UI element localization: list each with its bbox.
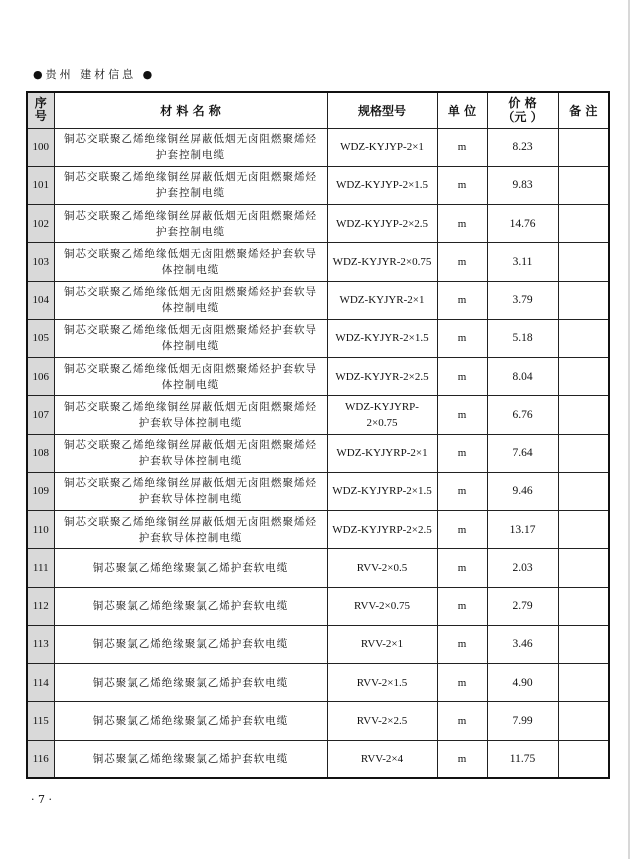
row-remark xyxy=(558,740,609,778)
row-price: 14.76 xyxy=(487,205,558,243)
row-seq: 100 xyxy=(27,128,54,166)
row-remark xyxy=(558,396,609,434)
row-seq: 110 xyxy=(27,511,54,549)
row-price: 13.17 xyxy=(487,511,558,549)
price-table xyxy=(26,91,610,779)
row-material-name: 铜芯交联聚乙烯绝缘铜丝屏蔽低烟无卤阻燃聚烯烃护套控制电缆 xyxy=(54,166,327,204)
row-material-name: 铜芯交联聚乙烯绝缘铜丝屏蔽低烟无卤阻燃聚烯烃护套软导体控制电缆 xyxy=(54,434,327,472)
row-material-name: 铜芯聚氯乙烯绝缘聚氯乙烯护套软电缆 xyxy=(54,625,327,663)
table-row xyxy=(27,664,609,702)
row-unit: m xyxy=(437,205,487,243)
row-price: 9.83 xyxy=(487,166,558,204)
table-row xyxy=(27,166,609,204)
row-material-name: 铜芯交联聚乙烯绝缘铜丝屏蔽低烟无卤阻燃聚烯烃护套软导体控制电缆 xyxy=(54,511,327,549)
row-price: 2.79 xyxy=(487,587,558,625)
table-row xyxy=(27,358,609,396)
row-spec: RVV-2×1 xyxy=(327,625,437,663)
row-price: 3.79 xyxy=(487,281,558,319)
row-remark xyxy=(558,587,609,625)
row-material-name: 铜芯聚氯乙烯绝缘聚氯乙烯护套软电缆 xyxy=(54,664,327,702)
header-name: 材 料 名 称 xyxy=(54,92,327,128)
row-spec: WDZ-KYJYP-2×1 xyxy=(327,128,437,166)
header-seq-text: 序号 xyxy=(34,96,47,124)
row-seq: 111 xyxy=(27,549,54,587)
page-number: · 7 · xyxy=(31,793,52,806)
table-row xyxy=(27,281,609,319)
row-seq: 105 xyxy=(27,319,54,357)
row-material-name: 铜芯交联聚乙烯绝缘铜丝屏蔽低烟无卤阻燃聚烯烃护套控制电缆 xyxy=(54,205,327,243)
header-spec: 规格型号 xyxy=(327,92,437,128)
row-price: 11.75 xyxy=(487,740,558,778)
row-spec: WDZ-KYJYP-2×2.5 xyxy=(327,205,437,243)
row-seq: 114 xyxy=(27,664,54,702)
row-remark xyxy=(558,281,609,319)
table-row xyxy=(27,587,609,625)
row-material-name: 铜芯聚氯乙烯绝缘聚氯乙烯护套软电缆 xyxy=(54,587,327,625)
row-seq: 113 xyxy=(27,625,54,663)
row-unit: m xyxy=(437,511,487,549)
table-row xyxy=(27,319,609,357)
row-price: 2.03 xyxy=(487,549,558,587)
row-material-name: 铜芯聚氯乙烯绝缘聚氯乙烯护套软电缆 xyxy=(54,549,327,587)
row-unit: m xyxy=(437,702,487,740)
header-price: 价 格 （元 ） xyxy=(487,92,558,128)
table-row xyxy=(27,243,609,281)
row-seq: 106 xyxy=(27,358,54,396)
row-seq: 104 xyxy=(27,281,54,319)
row-material-name: 铜芯交联聚乙烯绝缘铜丝屏蔽低烟无卤阻燃聚烯烃护套软导体控制电缆 xyxy=(54,396,327,434)
row-price: 7.64 xyxy=(487,434,558,472)
row-price: 4.90 xyxy=(487,664,558,702)
row-material-name: 铜芯聚氯乙烯绝缘聚氯乙烯护套软电缆 xyxy=(54,740,327,778)
table-header-row xyxy=(27,92,609,128)
row-remark xyxy=(558,434,609,472)
row-seq: 112 xyxy=(27,587,54,625)
row-remark xyxy=(558,702,609,740)
row-unit: m xyxy=(437,166,487,204)
page-edge xyxy=(628,0,630,859)
row-remark xyxy=(558,319,609,357)
row-price: 8.04 xyxy=(487,358,558,396)
row-seq: 103 xyxy=(27,243,54,281)
row-material-name: 铜芯交联聚乙烯绝缘铜丝屏蔽低烟无卤阻燃聚烯烃护套控制电缆 xyxy=(54,128,327,166)
row-seq: 102 xyxy=(27,205,54,243)
table-row xyxy=(27,702,609,740)
row-remark xyxy=(558,205,609,243)
header-unit: 单 位 xyxy=(437,92,487,128)
publication-header: ●贵州 建材信息 ● xyxy=(33,68,156,81)
row-unit: m xyxy=(437,128,487,166)
row-price: 8.23 xyxy=(487,128,558,166)
row-seq: 116 xyxy=(27,740,54,778)
row-unit: m xyxy=(437,472,487,510)
row-unit: m xyxy=(437,358,487,396)
row-spec: WDZ-KYJYRP-2×1.5 xyxy=(327,472,437,510)
row-spec: WDZ-KYJYRP-2×2.5 xyxy=(327,511,437,549)
row-spec: WDZ-KYJYR-2×1 xyxy=(327,281,437,319)
row-spec: RVV-2×2.5 xyxy=(327,702,437,740)
table-row xyxy=(27,396,609,434)
row-unit: m xyxy=(437,281,487,319)
row-remark xyxy=(558,243,609,281)
row-price: 9.46 xyxy=(487,472,558,510)
row-material-name: 铜芯交联聚乙烯绝缘铜丝屏蔽低烟无卤阻燃聚烯烃护套软导体控制电缆 xyxy=(54,472,327,510)
row-price: 3.46 xyxy=(487,625,558,663)
row-unit: m xyxy=(437,319,487,357)
row-price: 7.99 xyxy=(487,702,558,740)
row-spec: WDZ-KYJYR-2×1.5 xyxy=(327,319,437,357)
header-seq xyxy=(27,92,54,128)
table-row xyxy=(27,128,609,166)
row-seq: 101 xyxy=(27,166,54,204)
row-remark xyxy=(558,472,609,510)
row-unit: m xyxy=(437,549,487,587)
row-spec: WDZ-KYJYP-2×1.5 xyxy=(327,166,437,204)
table-row xyxy=(27,740,609,778)
row-spec: WDZ-KYJYRP-2×1 xyxy=(327,434,437,472)
table-row xyxy=(27,625,609,663)
row-price: 5.18 xyxy=(487,319,558,357)
row-spec: WDZ-KYJYRP- 2×0.75 xyxy=(327,396,437,434)
row-remark xyxy=(558,625,609,663)
row-material-name: 铜芯交联聚乙烯绝缘低烟无卤阻燃聚烯烃护套软导体控制电缆 xyxy=(54,358,327,396)
row-spec: RVV-2×0.5 xyxy=(327,549,437,587)
row-seq: 108 xyxy=(27,434,54,472)
table-row xyxy=(27,472,609,510)
row-material-name: 铜芯交联聚乙烯绝缘低烟无卤阻燃聚烯烃护套软导体控制电缆 xyxy=(54,243,327,281)
row-unit: m xyxy=(437,740,487,778)
row-seq: 115 xyxy=(27,702,54,740)
table-row xyxy=(27,205,609,243)
row-material-name: 铜芯交联聚乙烯绝缘低烟无卤阻燃聚烯烃护套软导体控制电缆 xyxy=(54,319,327,357)
table-row xyxy=(27,511,609,549)
row-remark xyxy=(558,549,609,587)
row-spec: WDZ-KYJYR-2×2.5 xyxy=(327,358,437,396)
row-remark xyxy=(558,166,609,204)
row-unit: m xyxy=(437,587,487,625)
row-price: 6.76 xyxy=(487,396,558,434)
row-spec: WDZ-KYJYR-2×0.75 xyxy=(327,243,437,281)
row-remark xyxy=(558,664,609,702)
table-row xyxy=(27,549,609,587)
row-remark xyxy=(558,358,609,396)
row-price: 3.11 xyxy=(487,243,558,281)
row-unit: m xyxy=(437,625,487,663)
row-material-name: 铜芯交联聚乙烯绝缘低烟无卤阻燃聚烯烃护套软导体控制电缆 xyxy=(54,281,327,319)
row-unit: m xyxy=(437,434,487,472)
row-unit: m xyxy=(437,396,487,434)
row-remark xyxy=(558,128,609,166)
row-spec: RVV-2×4 xyxy=(327,740,437,778)
row-spec: RVV-2×1.5 xyxy=(327,664,437,702)
header-remark: 备 注 xyxy=(558,92,609,128)
row-remark xyxy=(558,511,609,549)
row-unit: m xyxy=(437,664,487,702)
row-material-name: 铜芯聚氯乙烯绝缘聚氯乙烯护套软电缆 xyxy=(54,702,327,740)
table-row xyxy=(27,434,609,472)
row-spec: RVV-2×0.75 xyxy=(327,587,437,625)
row-seq: 107 xyxy=(27,396,54,434)
row-unit: m xyxy=(437,243,487,281)
row-seq: 109 xyxy=(27,472,54,510)
